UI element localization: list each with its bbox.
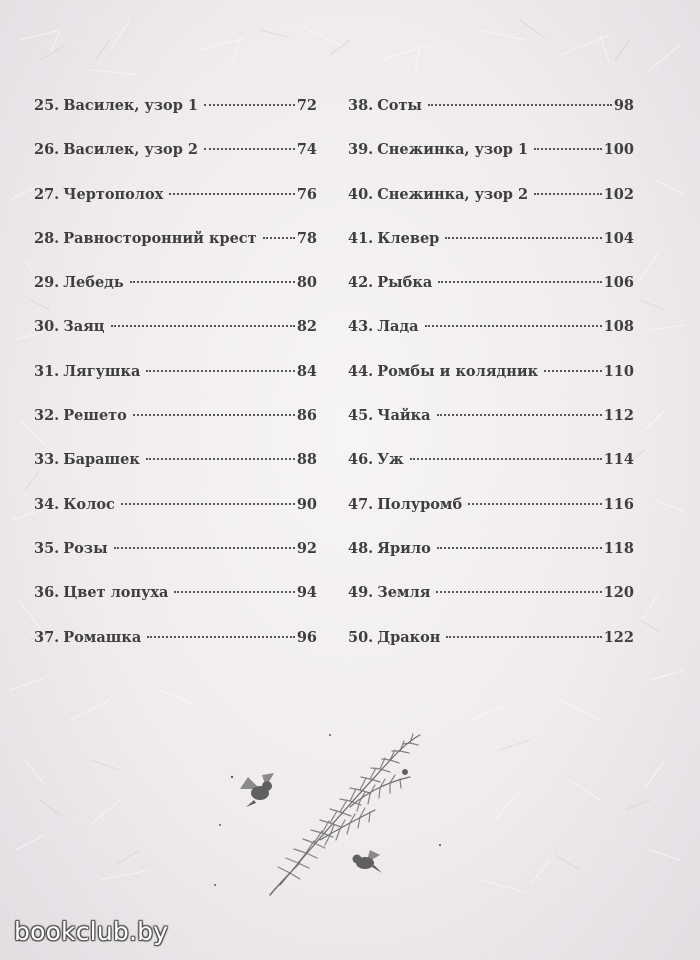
toc-entry-page: 92 bbox=[296, 539, 317, 557]
fir-branch-with-birds-icon bbox=[210, 715, 450, 905]
dot-leader bbox=[147, 636, 295, 638]
toc-entry-title bbox=[348, 313, 419, 341]
toc-entry-title bbox=[348, 225, 439, 253]
toc-entry-text: Соты bbox=[377, 97, 422, 114]
toc-entry-page: 116 bbox=[603, 495, 634, 513]
toc-entry-title bbox=[348, 535, 431, 563]
dot-leader bbox=[174, 591, 294, 593]
toc-entry-text: Земля bbox=[377, 584, 431, 602]
toc-entry-page: 120 bbox=[603, 584, 634, 602]
toc-entry-number: 48. bbox=[348, 539, 374, 557]
dot-leader bbox=[428, 104, 612, 106]
toc-entry-title bbox=[34, 358, 140, 386]
toc-entry-number: 40. bbox=[348, 185, 374, 203]
toc-entry bbox=[34, 269, 317, 313]
toc-entry-text: Лада bbox=[377, 318, 419, 336]
toc-entry bbox=[34, 358, 317, 402]
toc-entry-text: Василек, узор 1 bbox=[63, 97, 198, 114]
toc-entry-number: 47. bbox=[348, 495, 374, 513]
toc-entry bbox=[348, 358, 634, 402]
dot-leader bbox=[544, 370, 602, 372]
toc-entry bbox=[34, 624, 317, 668]
dot-leader bbox=[446, 636, 601, 638]
toc-entry-page: 96 bbox=[296, 628, 317, 646]
dot-leader bbox=[130, 281, 295, 283]
toc-entry-page: 74 bbox=[296, 141, 317, 159]
toc-entry-text: Чайка bbox=[377, 407, 431, 425]
toc-entry bbox=[34, 491, 317, 535]
toc-entry-number: 49. bbox=[348, 584, 374, 602]
dot-leader bbox=[204, 148, 295, 150]
toc-entry-text: Заяц bbox=[63, 318, 105, 336]
toc-entry bbox=[34, 313, 317, 357]
toc-entry-text: Лягушка bbox=[63, 362, 141, 380]
toc-entry-title bbox=[348, 402, 431, 430]
toc-entry-text: Клевер bbox=[377, 229, 440, 247]
toc-entry-title bbox=[34, 446, 140, 474]
toc-left-column bbox=[34, 92, 317, 668]
toc-entry-number: 42. bbox=[348, 274, 374, 292]
toc-entry-text: Чертополох bbox=[63, 185, 164, 203]
toc-entry-page: 94 bbox=[296, 584, 317, 602]
toc-entry bbox=[34, 92, 317, 136]
dot-leader bbox=[534, 193, 602, 195]
toc-entry-number: 43. bbox=[348, 318, 374, 336]
toc-entry-text: Дракон bbox=[377, 628, 441, 646]
toc-entry-page: 100 bbox=[603, 141, 634, 159]
toc-entry-text: Ярило bbox=[377, 539, 431, 557]
dot-leader bbox=[425, 325, 602, 327]
toc-entry-page: 88 bbox=[296, 451, 317, 469]
toc-entry-page: 104 bbox=[603, 229, 634, 247]
toc-entry-title bbox=[348, 491, 462, 519]
dot-leader bbox=[436, 591, 601, 593]
toc-entry-title bbox=[34, 535, 108, 563]
toc-entry-text: Снежинка, узор 2 bbox=[377, 185, 529, 203]
toc-entry-title bbox=[34, 491, 115, 519]
toc-entry-title bbox=[348, 446, 404, 474]
toc-entry-page: 80 bbox=[296, 274, 317, 292]
toc-entry bbox=[34, 136, 317, 180]
toc-entry bbox=[348, 269, 634, 313]
toc-entry-number: 35. bbox=[34, 539, 60, 557]
dot-leader bbox=[133, 414, 295, 416]
toc-entry bbox=[34, 181, 317, 225]
toc-entry-number: 28. bbox=[34, 229, 60, 247]
toc-right-column bbox=[348, 92, 634, 668]
toc-entry bbox=[34, 402, 317, 446]
toc-entry-number: 31. bbox=[34, 362, 60, 380]
toc-entry-text: Снежинка, узор 1 bbox=[377, 141, 529, 159]
dot-leader bbox=[438, 281, 602, 283]
toc-entry-page: 78 bbox=[296, 229, 317, 247]
toc-entry-page: 110 bbox=[603, 362, 634, 380]
table-of-contents bbox=[34, 92, 634, 668]
toc-entry-title bbox=[348, 269, 432, 297]
dot-leader bbox=[263, 237, 295, 239]
toc-entry-title bbox=[348, 136, 528, 164]
watermark: bookclub.by bbox=[14, 917, 169, 946]
toc-entry-page: 82 bbox=[296, 318, 317, 336]
dot-leader bbox=[111, 325, 295, 327]
dot-leader bbox=[146, 458, 295, 460]
toc-entry-number: 33. bbox=[34, 451, 60, 469]
toc-entry-number: 45. bbox=[348, 407, 374, 425]
dot-leader bbox=[445, 237, 601, 239]
toc-entry-page: 106 bbox=[603, 274, 634, 292]
toc-entry-text: Цвет лопуха bbox=[63, 584, 169, 602]
toc-entry-number: 50. bbox=[348, 628, 374, 646]
toc-entry-title bbox=[34, 269, 124, 297]
toc-entry-page: 118 bbox=[603, 539, 634, 557]
toc-entry-number: 46. bbox=[348, 451, 374, 469]
toc-entry-title bbox=[34, 402, 127, 430]
dot-leader bbox=[534, 148, 602, 150]
toc-entry-text: Ромбы и колядник bbox=[377, 362, 539, 380]
toc-entry bbox=[348, 402, 634, 446]
toc-entry-number: 41. bbox=[348, 229, 374, 247]
toc-entry-number: 39. bbox=[348, 141, 374, 159]
toc-entry-page: 98 bbox=[613, 97, 634, 114]
toc-entry bbox=[34, 446, 317, 490]
toc-entry-page: 90 bbox=[296, 495, 317, 513]
toc-entry-text: Решето bbox=[63, 407, 127, 425]
toc-entry bbox=[348, 92, 634, 136]
toc-entry-text: Равносторонний крест bbox=[63, 229, 257, 247]
dot-leader bbox=[204, 104, 295, 106]
toc-entry-title bbox=[348, 181, 528, 209]
toc-entry-page: 102 bbox=[603, 185, 634, 203]
toc-entry bbox=[34, 535, 317, 579]
toc-entry bbox=[348, 136, 634, 180]
toc-entry-number: 25. bbox=[34, 97, 60, 114]
toc-entry-number: 32. bbox=[34, 407, 60, 425]
toc-entry bbox=[348, 181, 634, 225]
toc-entry-number: 44. bbox=[348, 362, 374, 380]
toc-entry-page: 84 bbox=[296, 362, 317, 380]
toc-entry bbox=[348, 313, 634, 357]
toc-entry-page: 86 bbox=[296, 407, 317, 425]
toc-entry-text: Рыбка bbox=[377, 274, 433, 292]
toc-entry-page: 112 bbox=[603, 407, 634, 425]
toc-entry-title bbox=[34, 313, 105, 341]
toc-entry-number: 38. bbox=[348, 97, 374, 114]
toc-entry-text: Василек, узор 2 bbox=[63, 141, 198, 159]
toc-entry-number: 36. bbox=[34, 584, 60, 602]
toc-entry-number: 30. bbox=[34, 318, 60, 336]
toc-entry-title bbox=[34, 92, 198, 120]
toc-entry-page: 76 bbox=[296, 185, 317, 203]
toc-entry-title bbox=[34, 136, 198, 164]
toc-entry bbox=[34, 579, 317, 623]
toc-entry bbox=[348, 535, 634, 579]
toc-entry-number: 26. bbox=[34, 141, 60, 159]
toc-entry-text: Полуромб bbox=[377, 495, 463, 513]
toc-entry-title bbox=[348, 92, 422, 120]
toc-entry-text: Барашек bbox=[63, 451, 140, 469]
toc-entry-title bbox=[34, 181, 163, 209]
dot-leader bbox=[410, 458, 602, 460]
toc-entry-title bbox=[34, 225, 257, 253]
toc-entry bbox=[34, 225, 317, 269]
toc-entry-number: 34. bbox=[34, 495, 60, 513]
toc-entry-text: Ромашка bbox=[63, 628, 142, 646]
toc-entry bbox=[348, 624, 634, 668]
dot-leader bbox=[114, 547, 295, 549]
toc-entry-title bbox=[348, 624, 440, 652]
toc-entry-number: 27. bbox=[34, 185, 60, 203]
toc-entry-number: 29. bbox=[34, 274, 60, 292]
toc-entry-page: 72 bbox=[296, 97, 317, 114]
toc-entry bbox=[348, 225, 634, 269]
toc-entry bbox=[348, 446, 634, 490]
toc-entry bbox=[348, 491, 634, 535]
toc-entry-text: Уж bbox=[377, 451, 404, 469]
toc-entry bbox=[348, 579, 634, 623]
toc-entry-page: 122 bbox=[603, 628, 634, 646]
toc-entry-text: Колос bbox=[63, 495, 115, 513]
dot-leader bbox=[146, 370, 294, 372]
toc-entry-text: Лебедь bbox=[63, 274, 124, 292]
toc-entry-number: 37. bbox=[34, 628, 60, 646]
dot-leader bbox=[437, 414, 602, 416]
toc-entry-title bbox=[34, 579, 168, 607]
toc-entry-title bbox=[348, 358, 538, 386]
dot-leader bbox=[169, 193, 294, 195]
toc-entry-page: 108 bbox=[603, 318, 634, 336]
toc-entry-title bbox=[348, 579, 430, 607]
toc-entry-text: Розы bbox=[63, 539, 108, 557]
toc-entry-title bbox=[34, 624, 141, 652]
dot-leader bbox=[468, 503, 602, 505]
toc-entry-page: 114 bbox=[603, 451, 634, 469]
dot-leader bbox=[437, 547, 602, 549]
dot-leader bbox=[121, 503, 295, 505]
